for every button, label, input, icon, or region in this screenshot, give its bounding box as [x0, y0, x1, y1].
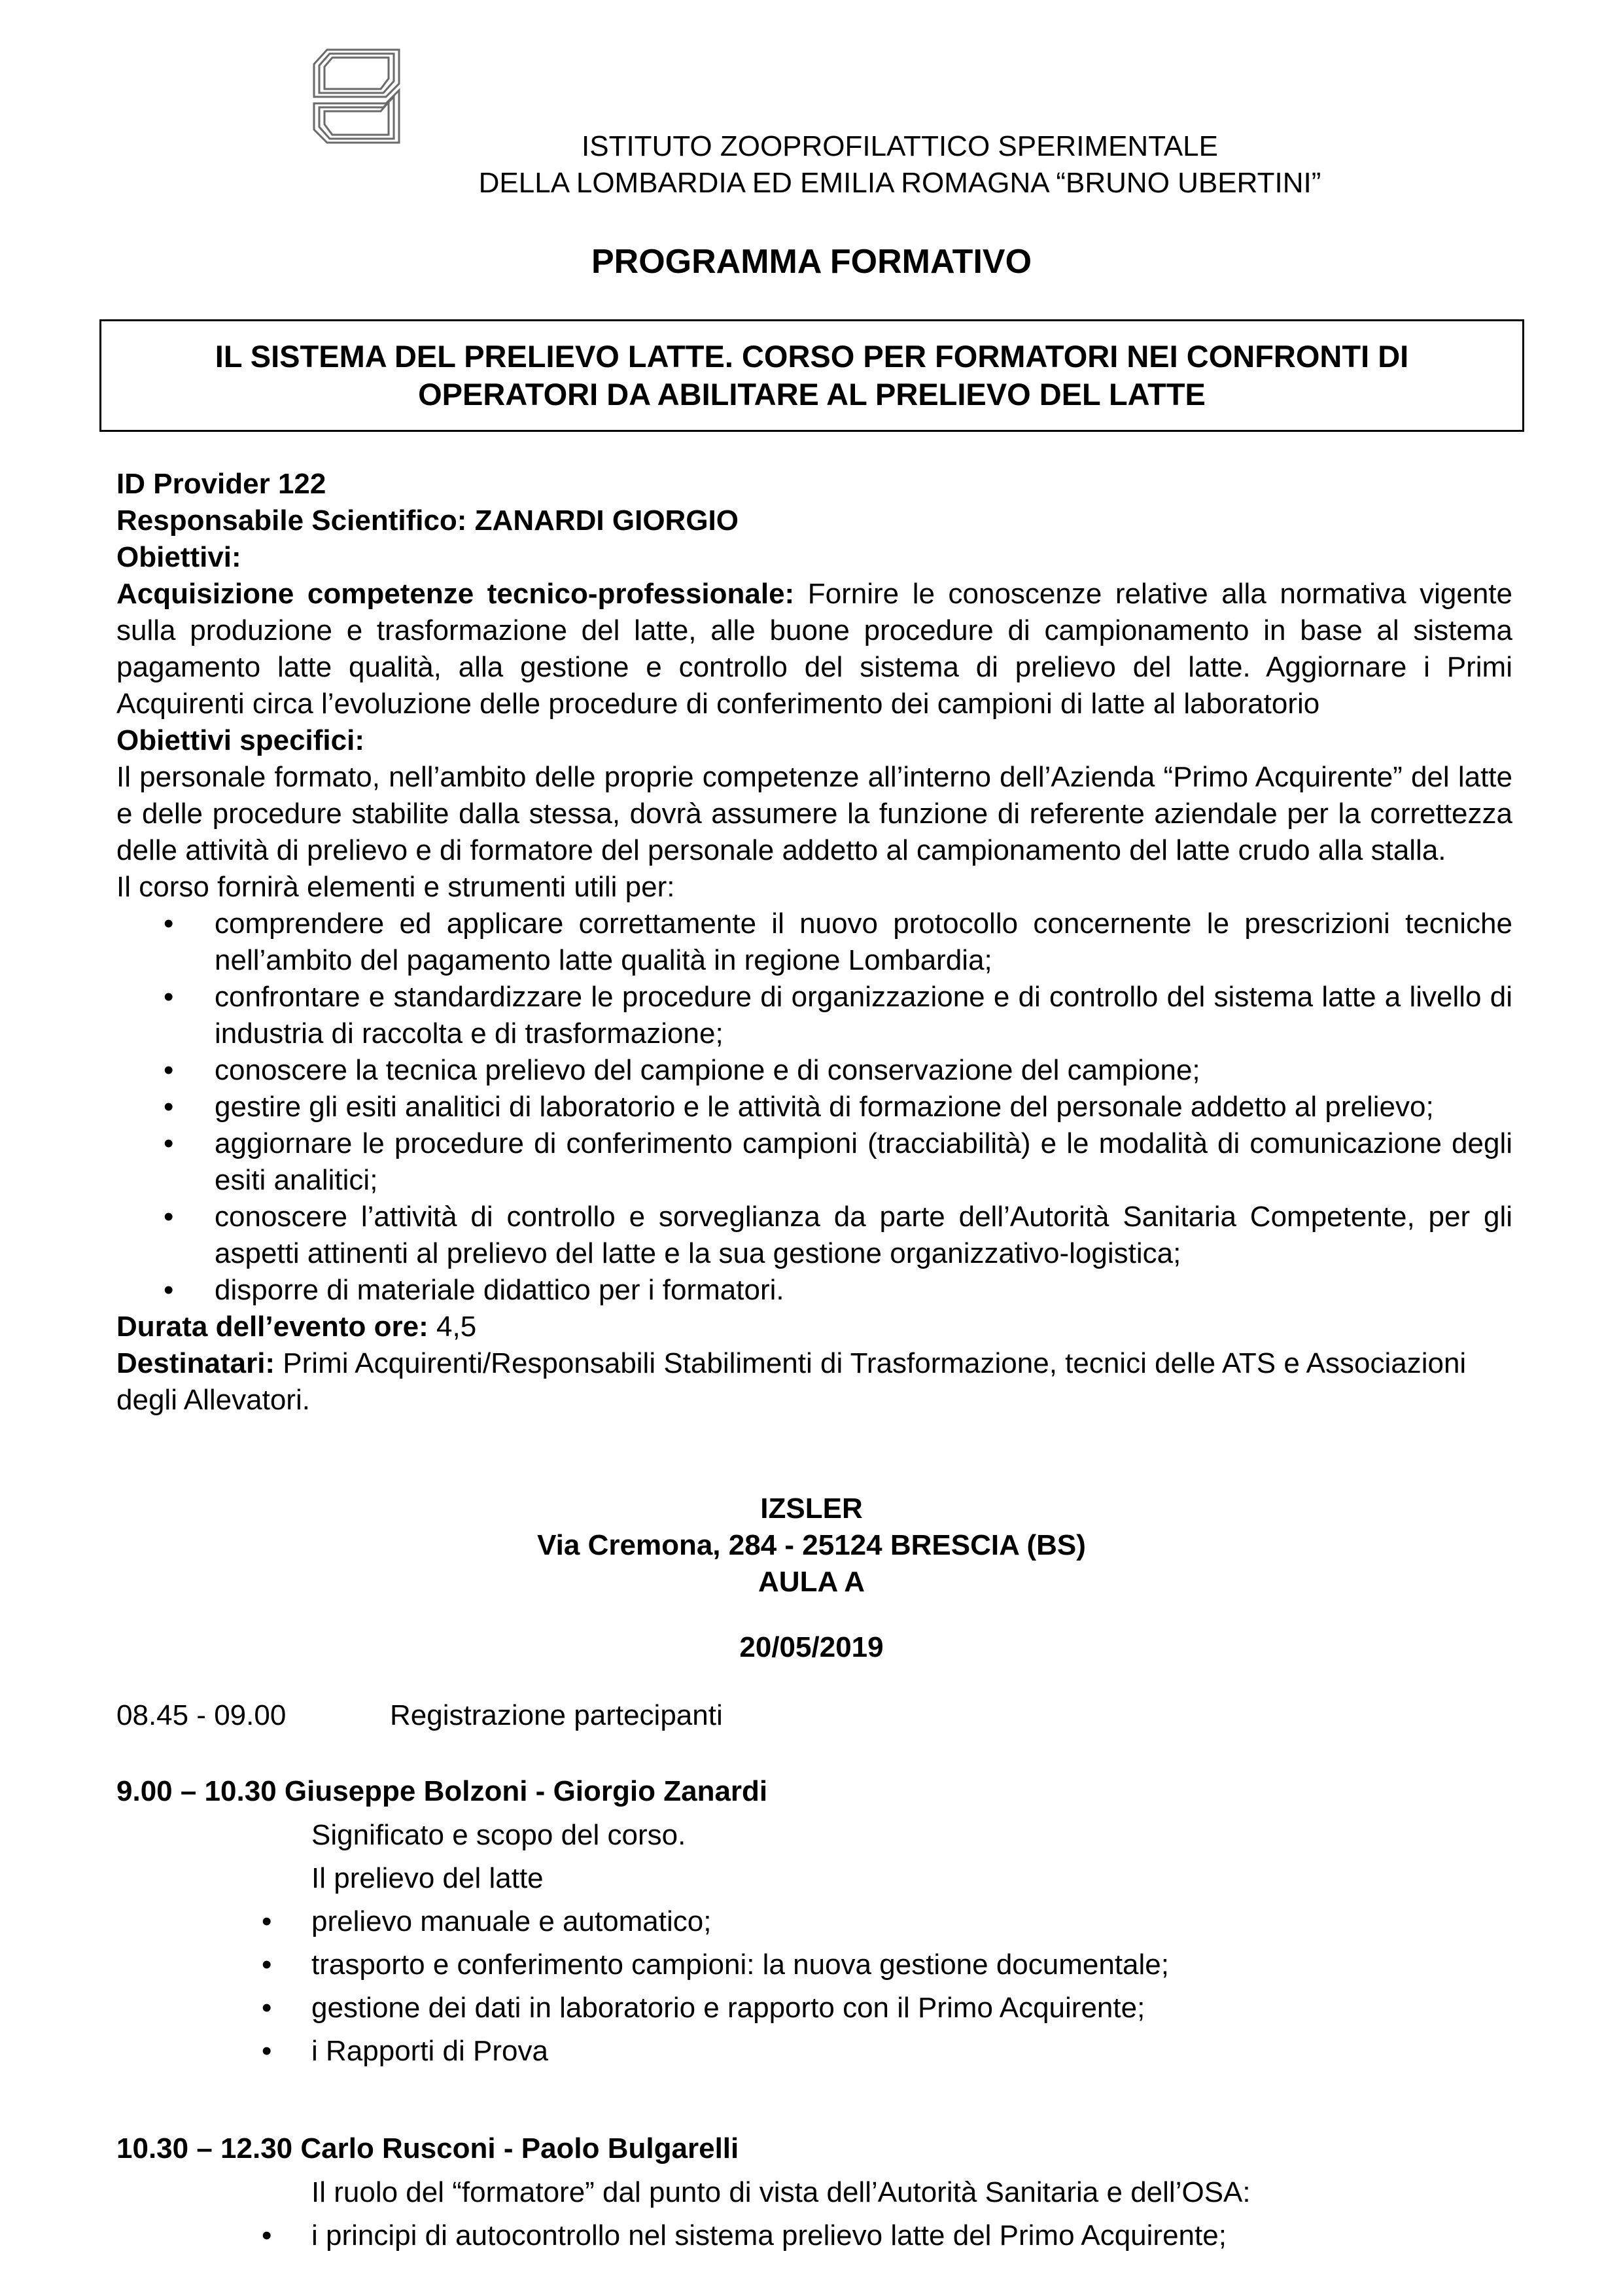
- session1-header: 9.00 – 10.30 Giuseppe Bolzoni - Giorgio Zanardi: [116, 1775, 768, 1807]
- list-item: • conoscere l’attività di controllo e sorveglianza da parte dell’Autorità Sanitaria Competente, per gli aspetti attinenti al prelievo del latte e la sua gestione organizzativo-logistica;: [116, 1199, 1512, 1272]
- session2-line1: Il ruolo del “formatore” dal punto di vista dell’Autorità Sanitaria e dell’OSA:: [311, 2176, 1251, 2208]
- course-info: [116, 466, 1512, 1419]
- course-title-line2: OPERATORI DA ABILITARE AL PRELIEVO DEL LATTE: [418, 377, 1206, 412]
- objectives-list: [116, 906, 1512, 1309]
- recipients-label: Destinatari:: [116, 1347, 275, 1379]
- event-date: 20/05/2019: [739, 1631, 884, 1663]
- duration-label: Durata dell’evento ore:: [116, 1311, 428, 1343]
- bullet-icon: •: [164, 981, 174, 1013]
- venue-room: AULA A: [758, 1566, 865, 1598]
- registration-text: Registrazione partecipanti: [390, 1699, 723, 1731]
- session2-list: [262, 2214, 1251, 2257]
- acq-label: Acquisizione competenze tecnico-professionale:: [116, 578, 795, 610]
- list-item: • aggiornare le procedure di conferimento campioni (tracciabilità) e le modalità di comunicazione degli esiti analitici;: [116, 1125, 1512, 1199]
- list-item: • gestione dei dati in laboratorio e rapporto con il Primo Acquirente;: [311, 1987, 1169, 2030]
- institute-line2: DELLA LOMBARDIA ED EMILIA ROMAGNA “BRUNO UBERTINI”: [478, 167, 1321, 199]
- list-item: • comprendere ed applicare correttamente il nuovo protocollo concernente le prescrizioni tecniche nell’ambito del pagamento latte qualità in regione Lombardia;: [116, 906, 1512, 979]
- venue-block: [0, 1491, 1623, 1600]
- duration: [116, 1309, 1512, 1345]
- list-item: • gestire gli esiti analitici di laboratorio e le attività di formazione del personale addetto al prelievo;: [116, 1089, 1512, 1125]
- document-title: PROGRAMMA FORMATIVO: [591, 243, 1032, 281]
- session1-line2: Il prelievo del latte: [311, 1862, 544, 1894]
- scientific-manager: Responsabile Scientifico: ZANARDI GIORGIO: [116, 504, 739, 537]
- list-item: • conoscere la tecnica prelievo del campione e di conservazione del campione;: [116, 1052, 1512, 1089]
- session1-list: [262, 1900, 1169, 2073]
- venue-name: IZSLER: [760, 1492, 863, 1525]
- specific-objectives-label: Obiettivi specifici:: [116, 724, 364, 756]
- bullet-icon: •: [262, 2035, 272, 2067]
- bullet-icon: •: [262, 1949, 272, 1981]
- bullet-icon: •: [262, 1905, 272, 1937]
- list-item: • prelievo manuale e automatico;: [311, 1900, 1169, 1943]
- bullet-icon: •: [164, 1127, 174, 1159]
- objectives-label: Obiettivi:: [116, 541, 241, 573]
- bullet-icon: •: [164, 1054, 174, 1086]
- objectives-paragraph: [116, 576, 1512, 722]
- bullet-icon: •: [262, 1992, 272, 2024]
- session1-content: [262, 1814, 1169, 2073]
- specific-objectives-text: Il personale formato, nell’ambito delle proprie competenze all’interno dell’Azienda “Primo Acquirente” del latte e delle procedure stabilite dalla stessa, dovrà assumere la funzione di referente aziendale per la correttezza delle attività di prelievo e di formatore del personale addetto al campionamento del latte crudo alla stalla.: [116, 761, 1512, 866]
- bullet-icon: •: [164, 1274, 174, 1306]
- session1-line1: Significato e scopo del corso.: [311, 1819, 686, 1851]
- provider-id: ID Provider 122: [116, 468, 326, 500]
- course-title-line1: IL SISTEMA DEL PRELIEVO LATTE. CORSO PER FORMATORI NEI CONFRONTI DI: [215, 339, 1409, 374]
- bullet-icon: •: [164, 1201, 174, 1233]
- session2-header: 10.30 – 12.30 Carlo Rusconi - Paolo Bulgarelli: [116, 2132, 739, 2164]
- recipients: [116, 1345, 1512, 1419]
- list-item: • i Rapporti di Prova: [311, 2030, 1169, 2073]
- bullet-icon: •: [164, 908, 174, 940]
- bullet-icon: •: [164, 1091, 174, 1123]
- institute-line1: ISTITUTO ZOOPROFILATTICO SPERIMENTALE: [582, 130, 1218, 162]
- course-title-box: [99, 319, 1524, 432]
- list-item: • i principi di autocontrollo nel sistema prelievo latte del Primo Acquirente;: [311, 2214, 1251, 2257]
- session2-content: [262, 2171, 1251, 2257]
- bullet-icon: •: [262, 2219, 272, 2252]
- recipients-text: Primi Acquirenti/Responsabili Stabilimenti di Trasformazione, tecnici delle ATS e Associazioni degli Allevatori.: [116, 1347, 1467, 1416]
- course-intro: Il corso fornirà elementi e strumenti utili per:: [116, 871, 675, 903]
- acq-text: Fornire le conoscenze relative alla normativa vigente sulla produzione e trasformazione del latte, alle buone procedure di campionamento in base al sistema pagamento latte qualità, alla gestione e controllo del sistema di prelievo del latte. Aggiornare i Primi Acquirenti circa l’evoluzione delle procedure di conferimento dei campioni di latte al laboratorio: [116, 578, 1512, 720]
- institute-name: [0, 128, 1623, 202]
- registration-time: 08.45 - 09.00: [116, 1699, 287, 1731]
- list-item: • disporre di materiale didattico per i formatori.: [116, 1272, 1512, 1309]
- venue-address: Via Cremona, 284 - 25124 BRESCIA (BS): [537, 1529, 1086, 1561]
- duration-value: 4,5: [428, 1311, 477, 1343]
- list-item: • trasporto e conferimento campioni: la nuova gestione documentale;: [311, 1943, 1169, 1987]
- list-item: • confrontare e standardizzare le procedure di organizzazione e di controllo del sistema latte a livello di industria di raccolta e di trasformazione;: [116, 979, 1512, 1052]
